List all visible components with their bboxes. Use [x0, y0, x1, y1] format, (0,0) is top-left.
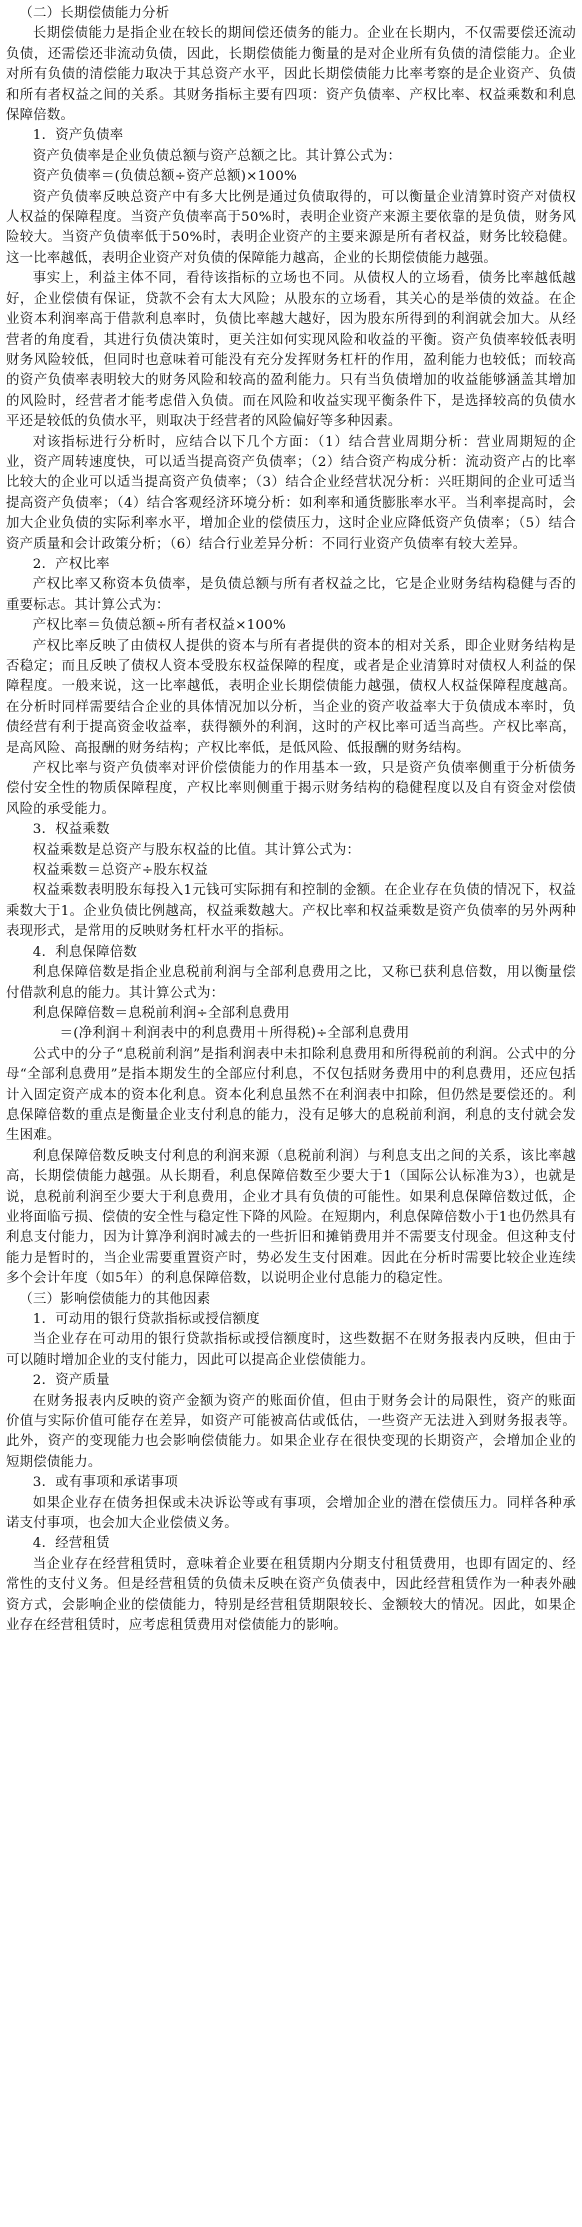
paragraph-analysis-factors: 对该指标进行分析时，应结合以下几个方面：（1）结合营业周期分析：营业周期短的企业，资产周转速度快，可以适当提高资产负债率；（2）结合资产构成分析：流动资产占的比率比较大的企业可以适当提高资产负债率；（3）结合企业经营状况分析：兴旺期间的企业可适当提高资产负债率；（4）结合客观经济环境分析：如利率和通货膨胀率水平。当利率提高时，会加大企业负债的实际利率水平，增加企业的偿债压力，这时企业应降低资产负债率；（5）结合资产质量和会计政策分析；（6）结合行业差异分析：不同行业资产负债率有较大差异。	[6, 434, 576, 552]
paragraph-equity-vs-debt-ratio: 产权比率与资产负债率对评价偿债能力的作用基本一致，只是资产负债率侧重于分析债务偿付安全性的物质保障程度，产权比率则侧重于揭示财务结构的稳健程度以及自有资金对偿债风险的承受能力。	[6, 761, 576, 817]
subheading-interest-coverage: 4．利息保障倍数	[32, 944, 138, 960]
section-heading-other-factors: （三）影响偿债能力的其他因素	[19, 1291, 211, 1307]
paragraph-credit-lines: 当企业存在可动用的银行贷款指标或授信额度时，这些数据不在财务报表内反映，但由于可以随时增加企业的支付能力，因此可以提高企业偿债能力。	[6, 1332, 576, 1368]
paragraph-equity-multiplier-meaning: 权益乘数表明股东每投入1元钱可实际拥有和控制的金额。在企业存在负债的情况下，权益乘数大于1。企业负债比例越高，权益乘数越大。产权比率和权益乘数是资产负债率的另外两种表现形式，是常用的反映财务杠杆水平的指标。	[6, 883, 576, 940]
subheading-contingencies: 3．或有事项和承诺事项	[32, 1475, 178, 1491]
paragraph-debt-asset-ratio-def: 资产负债率是企业负债总额与资产总额之比。其计算公式为：	[32, 148, 402, 164]
formula-equity-multiplier: 权益乘数＝总资产÷股东权益	[32, 863, 208, 879]
paragraph-long-term-solvency-intro: 长期偿债能力是指企业在较长的期间偿还债务的能力。企业在长期内，不仅需要偿还流动负债，还需偿还非流动负债，因此，长期偿债能力衡量的是对企业所有负债的清偿能力。企业对所有负债的清偿能力取决于其总资产水平，因此长期偿债能力比率考察的是企业资产、负债和所有者权益之间的关系。其财务指标主要有四项：资产负债率、产权比率、权益乘数和利息保障倍数。	[6, 26, 576, 124]
paragraph-stakeholder-views: 事实上，利益主体不同，看待该指标的立场也不同。从债权人的立场看，债务比率越低越好，企业偿债有保证，贷款不会有太大风险；从股东的立场看，其关心的是举债的效益。在企业资本利润率高于借款利息率时，负债比率越大越好，因为股东所得到的利润就会加大。从经营者的角度看，其进行负债决策时，更关注如何实现风险和收益的平衡。资产负债率较低表明财务风险较低，但同时也意味着可能没有充分发挥财务杠杆的作用，盈利能力也较低；而较高的资产负债率表明较大的财务风险和较高的盈利能力。只有当负债增加的收益能够涵盖其增加的风险时，经营者才能考虑借入负债。而在风险和收益实现平衡条件下，是选择较高的负债水平还是较低的负债水平，则取决于经营者的风险偏好等多种因素。	[6, 271, 576, 430]
paragraph-asset-quality: 在财务报表内反映的资产金额为资产的账面价值，但由于财务会计的局限性，资产的账面价值与实际价值可能存在差异，如资产可能被高估或低估，一些资产无法进入到财务报表等。此外，资产的变现能力也会影响偿债能力。如果企业存在很快变现的长期资产，会增加企业的短期偿债能力。	[6, 1393, 576, 1470]
paragraph-equity-multiplier-def: 权益乘数是总资产与股东权益的比值。其计算公式为：	[32, 842, 361, 858]
paragraph-equity-ratio-def: 产权比率又称资本负债率，是负债总额与所有者权益之比，它是企业财务结构稳健与否的重要标志。其计算公式为：	[6, 577, 576, 613]
subheading-debt-asset-ratio: 1．资产负债率	[32, 128, 124, 144]
subheading-asset-quality: 2．资产质量	[32, 1373, 110, 1389]
paragraph-interest-coverage-components: 公式中的分子“息税前利润”是指利润表中未扣除利息费用和所得税前的利润。公式中的分母“全部利息费用”是指本期发生的全部应付利息，不仅包括财务费用中的利息费用，还应包括计入固定资产成本的资本化利息。资本化利息虽然不在利润表中扣除，但仍然是要偿还的。利息保障倍数的重点是衡量企业支付利息的能力，没有足够大的息税前利润，利息的支付就会发生困难。	[6, 1046, 576, 1144]
section-heading-long-term-solvency: （二）长期偿债能力分析	[19, 6, 170, 21]
subheading-operating-lease: 4．经营租赁	[32, 1536, 110, 1552]
paragraph-interest-coverage-def: 利息保障倍数是指企业息税前利润与全部利息费用之比，又称已获利息倍数，用以衡量偿付借款利息的能力。其计算公式为：	[6, 965, 576, 1001]
subheading-credit-lines: 1．可动用的银行贷款指标或授信额度	[32, 1312, 260, 1327]
formula-equity-ratio: 产权比率＝负债总额÷所有者权益×100%	[32, 618, 286, 634]
subheading-equity-multiplier: 3．权益乘数	[32, 822, 110, 838]
paragraph-debt-asset-ratio-meaning: 资产负债率反映总资产中有多大比例是通过负债取得的，可以衡量企业清算时资产对债权人权益的保障程度。当资产负债率高于50%时，表明企业资产来源主要依靠的是负债，财务风险较大。当资产负债率低于50%时，表明企业资产的主要来源是所有者权益，财务比较稳健。这一比率越低，表明企业资产对负债的保障能力越高，企业的长期偿债能力越强。	[6, 189, 576, 266]
paragraph-operating-lease: 当企业存在经营租赁时，意味着企业要在租赁期内分期支付租赁费用，也即有固定的、经常性的支付义务。但是经营租赁的负债未反映在资产负债表中，因此经营租赁作为一种表外融资方式，会影响企业的偿债能力，特别是经营租赁期限较长、金额较大的情况。因此，如果企业存在经营租赁时，应考虑租赁费用对偿债能力的影响。	[6, 1556, 576, 1634]
formula-interest-coverage-2: ＝(净利润＋利润表中的利息费用＋所得税)÷全部利息费用	[59, 1026, 410, 1042]
subheading-equity-ratio: 2．产权比率	[32, 556, 110, 572]
paragraph-equity-ratio-meaning: 产权比率反映了由债权人提供的资本与所有者提供的资本的相对关系，即企业财务结构是否稳定；而且反映了债权人资本受股东权益保障的程度，或者是企业清算时对债权人利益的保障程度。一般来说，这一比率越低，表明企业长期偿债能力越强，债权人权益保障程度越高。在分析时同样需要结合企业的具体情况加以分析，当企业的资产收益率大于负债成本率时，负债经营有利于提高资金收益率，获得额外的利润，这时的产权比率可适当高些。产权比率高，是高风险、高报酬的财务结构；产权比率低，是低风险、低报酬的财务结构。	[6, 638, 576, 756]
formula-debt-asset-ratio: 资产负债率＝(负债总额÷资产总额)×100%	[32, 169, 297, 185]
paragraph-contingencies: 如果企业存在债务担保或未决诉讼等或有事项，会增加企业的潜在偿债压力。同样各种承诺支付事项，也会加大企业偿债义务。	[6, 1495, 576, 1532]
paragraph-interest-coverage-analysis: 利息保障倍数反映支付利息的利润来源（息税前利润）与利息支出之间的关系，该比率越高，长期偿债能力越强。从长期看，利息保障倍数至少要大于1（国际公认标准为3），也就是说，息税前利润至少要大于利息费用，企业才具有负债的可能性。如果利息保障倍数过低，企业将面临亏损、偿债的安全性与稳定性下降的风险。在短期内，利息保障倍数小于1也仍然具有利息支付能力，因为计算净利润时减去的一些折旧和摊销费用并不需要支付现金。但这种支付能力是暂时的，当企业需要重置资产时，势必发生支付困难。因此在分析时需要比较企业连续多个会计年度（如5年）的利息保障倍数，以说明企业付息能力的稳定性。	[6, 1148, 576, 1287]
formula-interest-coverage-1: 利息保障倍数＝息税前利润÷全部利息费用	[32, 1005, 290, 1021]
